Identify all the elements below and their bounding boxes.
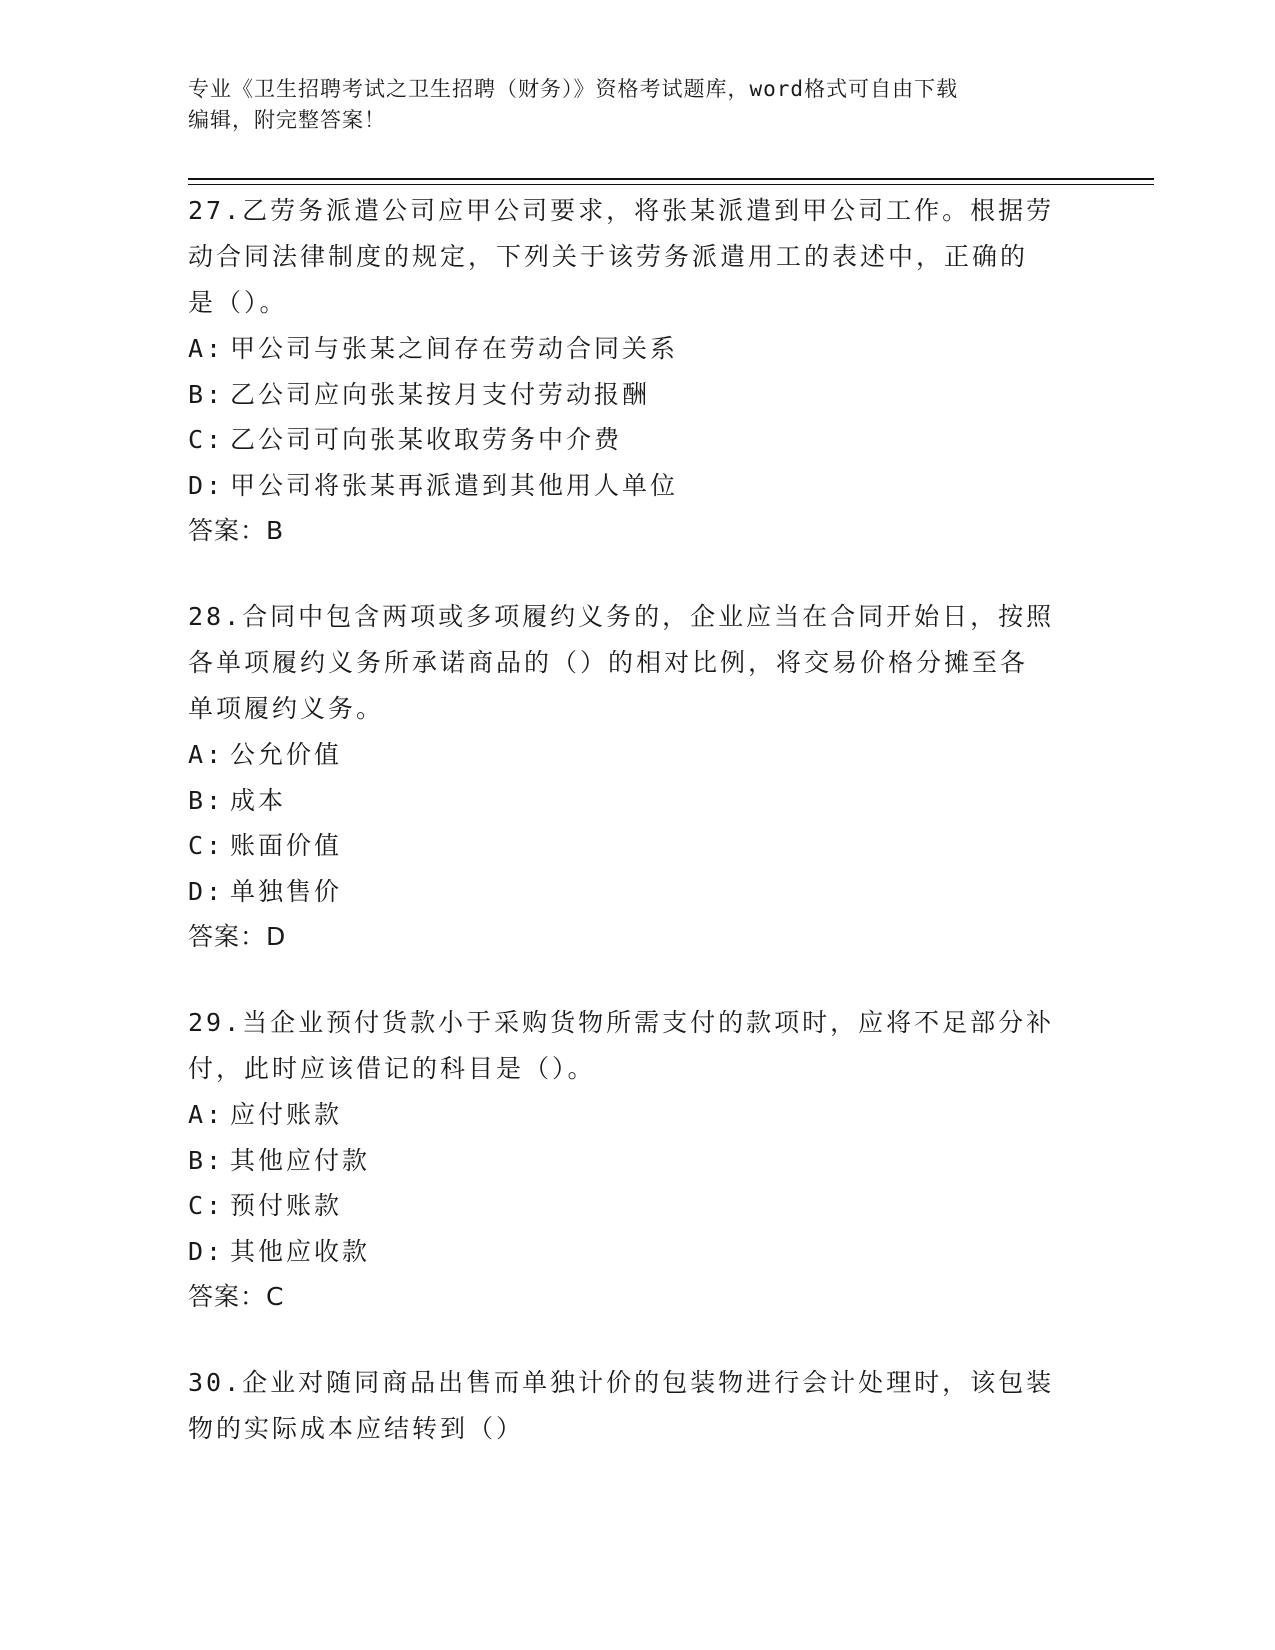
option-a [188,732,1088,778]
option-key: B: [188,785,225,815]
option-key: B: [188,1145,225,1175]
answer-line: 答案：C [188,1282,285,1311]
option-c [188,1183,1088,1229]
option-key: C: [188,1191,225,1220]
question-27 [188,188,1088,554]
option-text: 其他应收款 [230,1236,371,1266]
option-d [188,1229,1088,1275]
question-stem-line: 物的实际成本应结转到（） [188,1414,525,1443]
answer-line: 答案：B [188,516,285,545]
question-28 [188,594,1088,960]
header-divider-thick [188,178,1154,180]
question-stem-line: 27.乙劳务派遣公司应甲公司要求，将张某派遣到甲公司工作。根据劳 [188,196,1055,225]
header-divider-thin [188,184,1154,185]
option-b [188,1138,1088,1184]
option-text: 甲公司将张某再派遣到其他用人单位 [230,470,679,500]
option-key: A: [188,334,225,363]
option-text: 预付账款 [230,1191,343,1220]
option-d [188,869,1088,915]
option-text: 乙公司应向张某按月支付劳动报酬 [230,379,651,409]
option-a [188,326,1088,372]
header-note [188,74,1088,136]
option-c [188,823,1088,869]
option-text: 乙公司可向张某收取劳务中介费 [230,425,623,454]
question-stem-line: 28.合同中包含两项或多项履约义务的，企业应当在合同开始日，按照 [188,602,1055,631]
question-stem-line: 30.企业对随同商品出售而单独计价的包装物进行会计处理时，该包装 [188,1368,1055,1397]
option-key: C: [188,831,225,860]
option-key: D: [188,470,225,500]
option-b [188,372,1088,418]
option-c [188,417,1088,463]
question-stem-line: 动合同法律制度的规定，下列关于该劳务派遣用工的表述中，正确的 [188,242,1029,271]
option-b [188,778,1088,824]
answer-line: 答案：D [188,922,287,951]
option-key: B: [188,379,225,409]
option-text: 甲公司与张某之间存在劳动合同关系 [230,334,679,363]
option-key: C: [188,425,225,454]
header-note-line: 专业《卫生招聘考试之卫生招聘（财务）》资格考试题库，word格式可自由下载 [188,77,959,101]
option-key: A: [188,740,225,769]
question-stem-line: 付，此时应该借记的科目是（）。 [188,1054,596,1083]
question-stem-line: 29.当企业预付货款小于采购货物所需支付的款项时，应将不足部分补 [188,1008,1055,1037]
question-stem-line: 是（）。 [188,288,288,317]
option-text: 应付账款 [230,1100,343,1129]
option-key: A: [188,1100,225,1129]
question-stem-line: 各单项履约义务所承诺商品的（）的相对比例，将交易价格分摊至各 [188,648,1029,677]
option-text: 公允价值 [230,740,343,769]
option-d [188,463,1088,509]
question-stem-line: 单项履约义务。 [188,694,385,723]
question-30 [188,1360,1088,1452]
option-text: 单独售价 [230,876,343,906]
option-text: 成本 [230,785,287,815]
option-key: D: [188,876,225,906]
option-text: 账面价值 [230,831,343,860]
question-29 [188,1000,1088,1320]
header-note-line: 编辑，附完整答案！ [188,108,386,132]
option-a [188,1092,1088,1138]
option-text: 其他应付款 [230,1145,371,1175]
question-list [188,188,1088,1492]
option-key: D: [188,1236,225,1266]
